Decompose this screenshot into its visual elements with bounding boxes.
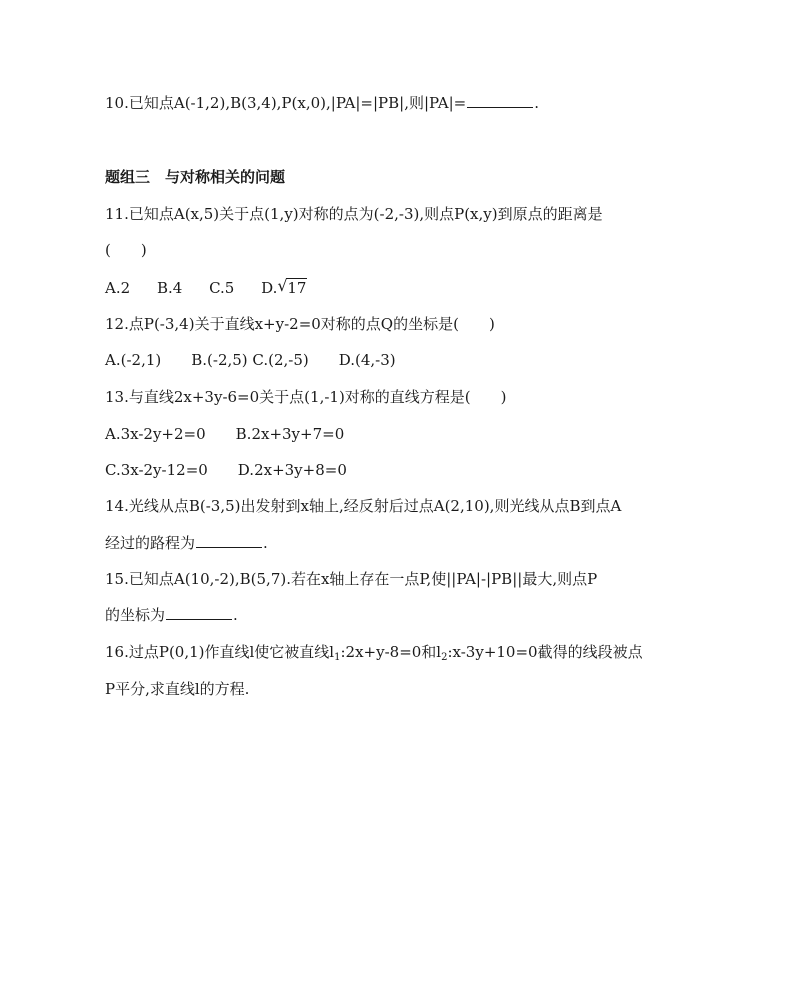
paren-close: ) (488, 315, 495, 333)
q12-stem-text: 12.点P(-3,4)关于直线x+y-2=0对称的点Q的坐标是( (105, 315, 459, 333)
answer-blank[interactable] (166, 605, 232, 620)
question-12-stem (105, 314, 495, 334)
paren-close: ) (140, 241, 147, 259)
question-16-line1: 16.过点P(0,1)作直线l使它被直线$l_1:2x+y-8=0$和$l_2:x-3y+10=0$截得的线段被点 (105, 643, 643, 663)
q11-option-b: B.4 (156, 279, 183, 297)
paren-open: ( (105, 241, 111, 259)
answer-blank[interactable] (467, 93, 533, 108)
question-14-line1: 14.光线从点B(-3,5)出发射到x轴上,经反射后过点A(2,10),则光线从点B到点A (105, 497, 622, 515)
q11-option-c: C.5 (209, 279, 235, 297)
q15-line2-text: 的坐标为 (105, 606, 166, 624)
question-14-line2: 经过的路程为 . (105, 534, 268, 552)
question-11-options (105, 278, 307, 298)
question-16-line2: P平分,求直线l的方程. (105, 680, 250, 698)
question-13-options-row1: A.3x-2y+2=0 B.2x+3y+7=0 (105, 425, 345, 443)
section-heading: 题组三 与对称相关的问题 (105, 168, 286, 186)
question-10 (105, 93, 539, 113)
sqrt-symbol: √ 17 (277, 276, 307, 297)
q14-line2-text: 经过的路程为 (105, 534, 196, 552)
answer-blank[interactable] (196, 533, 262, 548)
question-11-paren (105, 240, 147, 260)
q13-stem-text: 13.与直线2x+3y-6=0关于点(1,-1)对称的直线方程是( (105, 388, 471, 406)
paren-close: ) (500, 388, 507, 406)
q11-option-a: A.2 (105, 279, 131, 297)
question-15-line1: 15.已知点A(10,-2),B(5,7).若在x轴上存在一点P,使||PA|-|PB||最大,则点P (105, 570, 598, 588)
question-13-stem (105, 387, 507, 407)
question-13-options-row2: C.3x-2y-12=0 D.2x+3y+8=0 (105, 461, 347, 479)
q10-text: 10.已知点A(-1,2),B(3,4),P(x,0),|PA|=|PB|,则|PA|= (105, 94, 467, 112)
q10-end: . (534, 94, 539, 112)
question-11-line1: 11.已知点A(x,5)关于点(1,y)对称的点为(-2,-3),则点P(x,y)到原点的距离是 (105, 205, 603, 223)
q11-option-d: D. √ 17 (261, 276, 307, 297)
question-15-line2: 的坐标为 . (105, 606, 238, 624)
question-12-options: A.(-2,1) B.(-2,5) C.(2,-5) D.(4,-3) (105, 351, 396, 369)
